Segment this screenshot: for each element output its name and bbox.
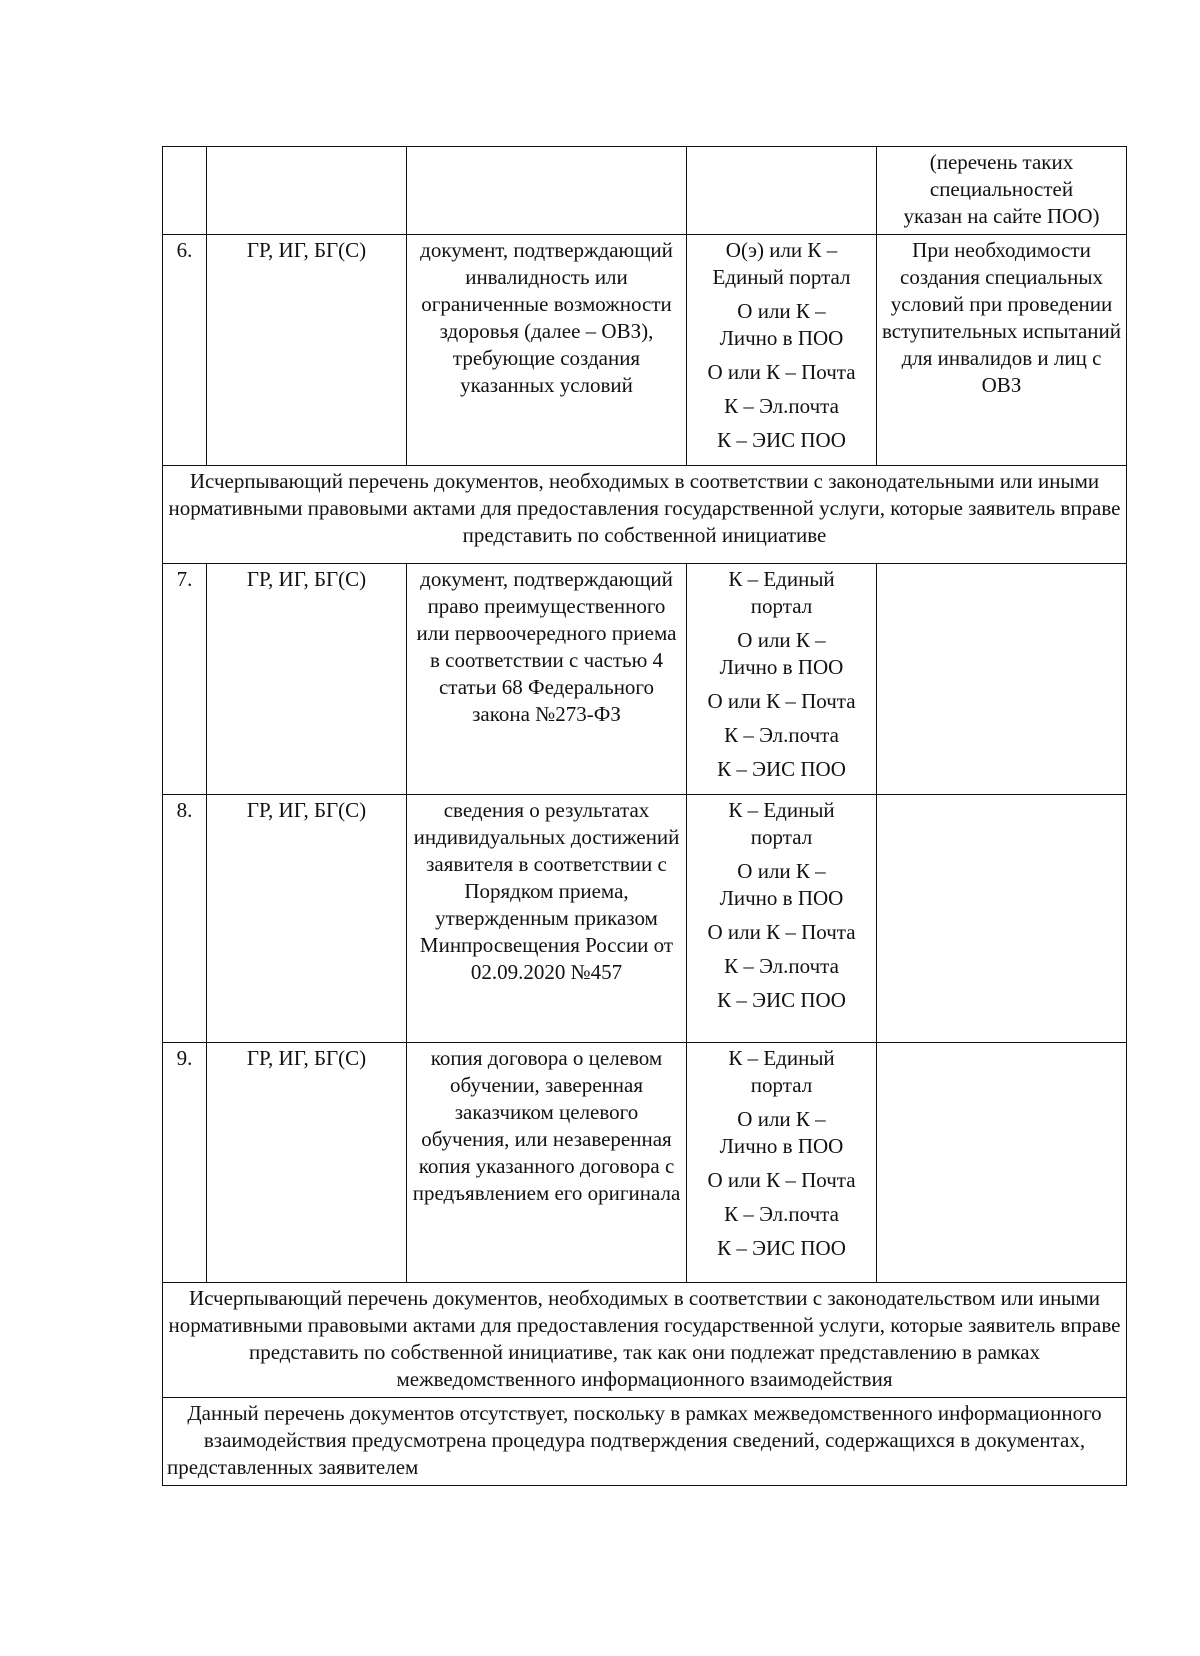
submission-method: О или К – Почта — [707, 689, 856, 713]
submission-method: О или К – Лично в ПОО — [719, 628, 844, 679]
submission-method: К – ЭИС ПОО — [717, 1236, 846, 1260]
document-name-text: сведения о результатах индивидуальных достижений заявителя в соответствии с Порядком приема, утвержденным приказом Минпросвещения России от 02.09.2020 №457 — [413, 798, 680, 984]
applicant-category — [207, 1043, 407, 1283]
submission-method: К – ЭИС ПОО — [717, 757, 846, 781]
submission-condition — [877, 235, 1127, 466]
submission-method: О или К – Почта — [707, 920, 856, 944]
table-row — [163, 564, 1127, 795]
row-number-text: 8. — [176, 798, 193, 822]
submission-condition — [877, 795, 1127, 1043]
row-number — [163, 147, 207, 235]
applicant-category-text: ГР, ИГ, БГ(С) — [246, 1046, 367, 1070]
submission-condition-text: (перечень таких специальностей указан на сайте ПОО) — [903, 150, 1100, 228]
submission-condition — [877, 1043, 1127, 1283]
submission-method: К – Эл.почта — [724, 394, 839, 418]
table-row — [163, 1043, 1127, 1283]
row-number — [163, 795, 207, 1043]
submission-method: К – Единый портал — [728, 798, 835, 849]
row-number — [163, 235, 207, 466]
submission-method: К – ЭИС ПОО — [717, 988, 846, 1012]
applicant-category — [207, 235, 407, 466]
applicant-category-text: ГР, ИГ, БГ(С) — [246, 567, 367, 591]
submission-method: К – Эл.почта — [724, 954, 839, 978]
document-name-text: копия договора о целевом обучении, заверенная заказчиком целевого обучения, или незаверенная копия указанного договора с предъявлением его оригинала — [412, 1046, 681, 1205]
submission-method: О(э) или К – Единый портал — [712, 238, 851, 289]
row-number — [163, 1043, 207, 1283]
document-name — [407, 795, 687, 1043]
submission-method: К – Эл.почта — [724, 1202, 839, 1226]
table-row — [163, 795, 1127, 1043]
section-header: Исчерпывающий перечень документов, необходимых в соответствии с законодательными или иными нормативными правовыми актами для предоставления государственной услуги, которые заявитель вправе представить по собственной инициативе — [163, 466, 1127, 564]
submission-methods — [687, 564, 877, 795]
document-name-text: документ, подтверждающий инвалидность или ограниченные возможности здоровья (далее – ОВЗ), требующие создания указанных условий — [420, 238, 673, 397]
submission-method: К – Эл.почта — [724, 723, 839, 747]
note-text: Данный перечень документов отсутствует, поскольку в рамках межведомственного информационного взаимодействия предусмотрена процедура подтверждения сведений, содержащихся в документах, представленных заявителем — [163, 1398, 1127, 1486]
table-row — [163, 235, 1127, 466]
section-header-row — [163, 466, 1127, 564]
submission-method: О или К – Почта — [707, 360, 856, 384]
applicant-category-text: ГР, ИГ, БГ(С) — [246, 238, 367, 262]
documents-table — [162, 146, 1127, 1486]
document-name — [407, 147, 687, 235]
document-name-text: документ, подтверждающий право преимущественного или первоочередного приема в соответствии с частью 4 статьи 68 Федерального закона №273-ФЗ — [416, 567, 677, 726]
note-row — [163, 1398, 1127, 1486]
applicant-category-text: ГР, ИГ, БГ(С) — [246, 798, 367, 822]
submission-method: О или К – Лично в ПОО — [719, 1107, 844, 1158]
submission-method: К – Единый портал — [728, 567, 835, 618]
document-name — [407, 1043, 687, 1283]
submission-condition-text: При необходимости создания специальных условий при проведении вступительных испытаний для инвалидов и лиц с ОВЗ — [881, 238, 1122, 397]
row-number-text: 6. — [176, 238, 193, 262]
submission-method: К – ЭИС ПОО — [717, 428, 846, 452]
submission-methods — [687, 235, 877, 466]
section-header: Исчерпывающий перечень документов, необходимых в соответствии с законодательством или иными нормативными правовыми актами для предоставления государственной услуги, которые заявитель вправе представить по собственной инициативе, так как они подлежат представлению в рамках межведомственного информационного взаимодействия — [163, 1283, 1127, 1398]
documents-table-body — [163, 147, 1127, 1486]
document-name — [407, 564, 687, 795]
table-row — [163, 147, 1127, 235]
applicant-category — [207, 795, 407, 1043]
row-number — [163, 564, 207, 795]
submission-methods — [687, 147, 877, 235]
document-name — [407, 235, 687, 466]
submission-condition — [877, 564, 1127, 795]
row-number-text: 9. — [176, 1046, 193, 1070]
submission-condition — [877, 147, 1127, 235]
applicant-category — [207, 147, 407, 235]
submission-method: О или К – Лично в ПОО — [719, 299, 844, 350]
submission-methods — [687, 1043, 877, 1283]
submission-method: К – Единый портал — [728, 1046, 835, 1097]
row-number-text: 7. — [176, 567, 193, 591]
submission-methods — [687, 795, 877, 1043]
submission-method: О или К – Почта — [707, 1168, 856, 1192]
section-header-row — [163, 1283, 1127, 1398]
submission-method: О или К – Лично в ПОО — [719, 859, 844, 910]
applicant-category — [207, 564, 407, 795]
